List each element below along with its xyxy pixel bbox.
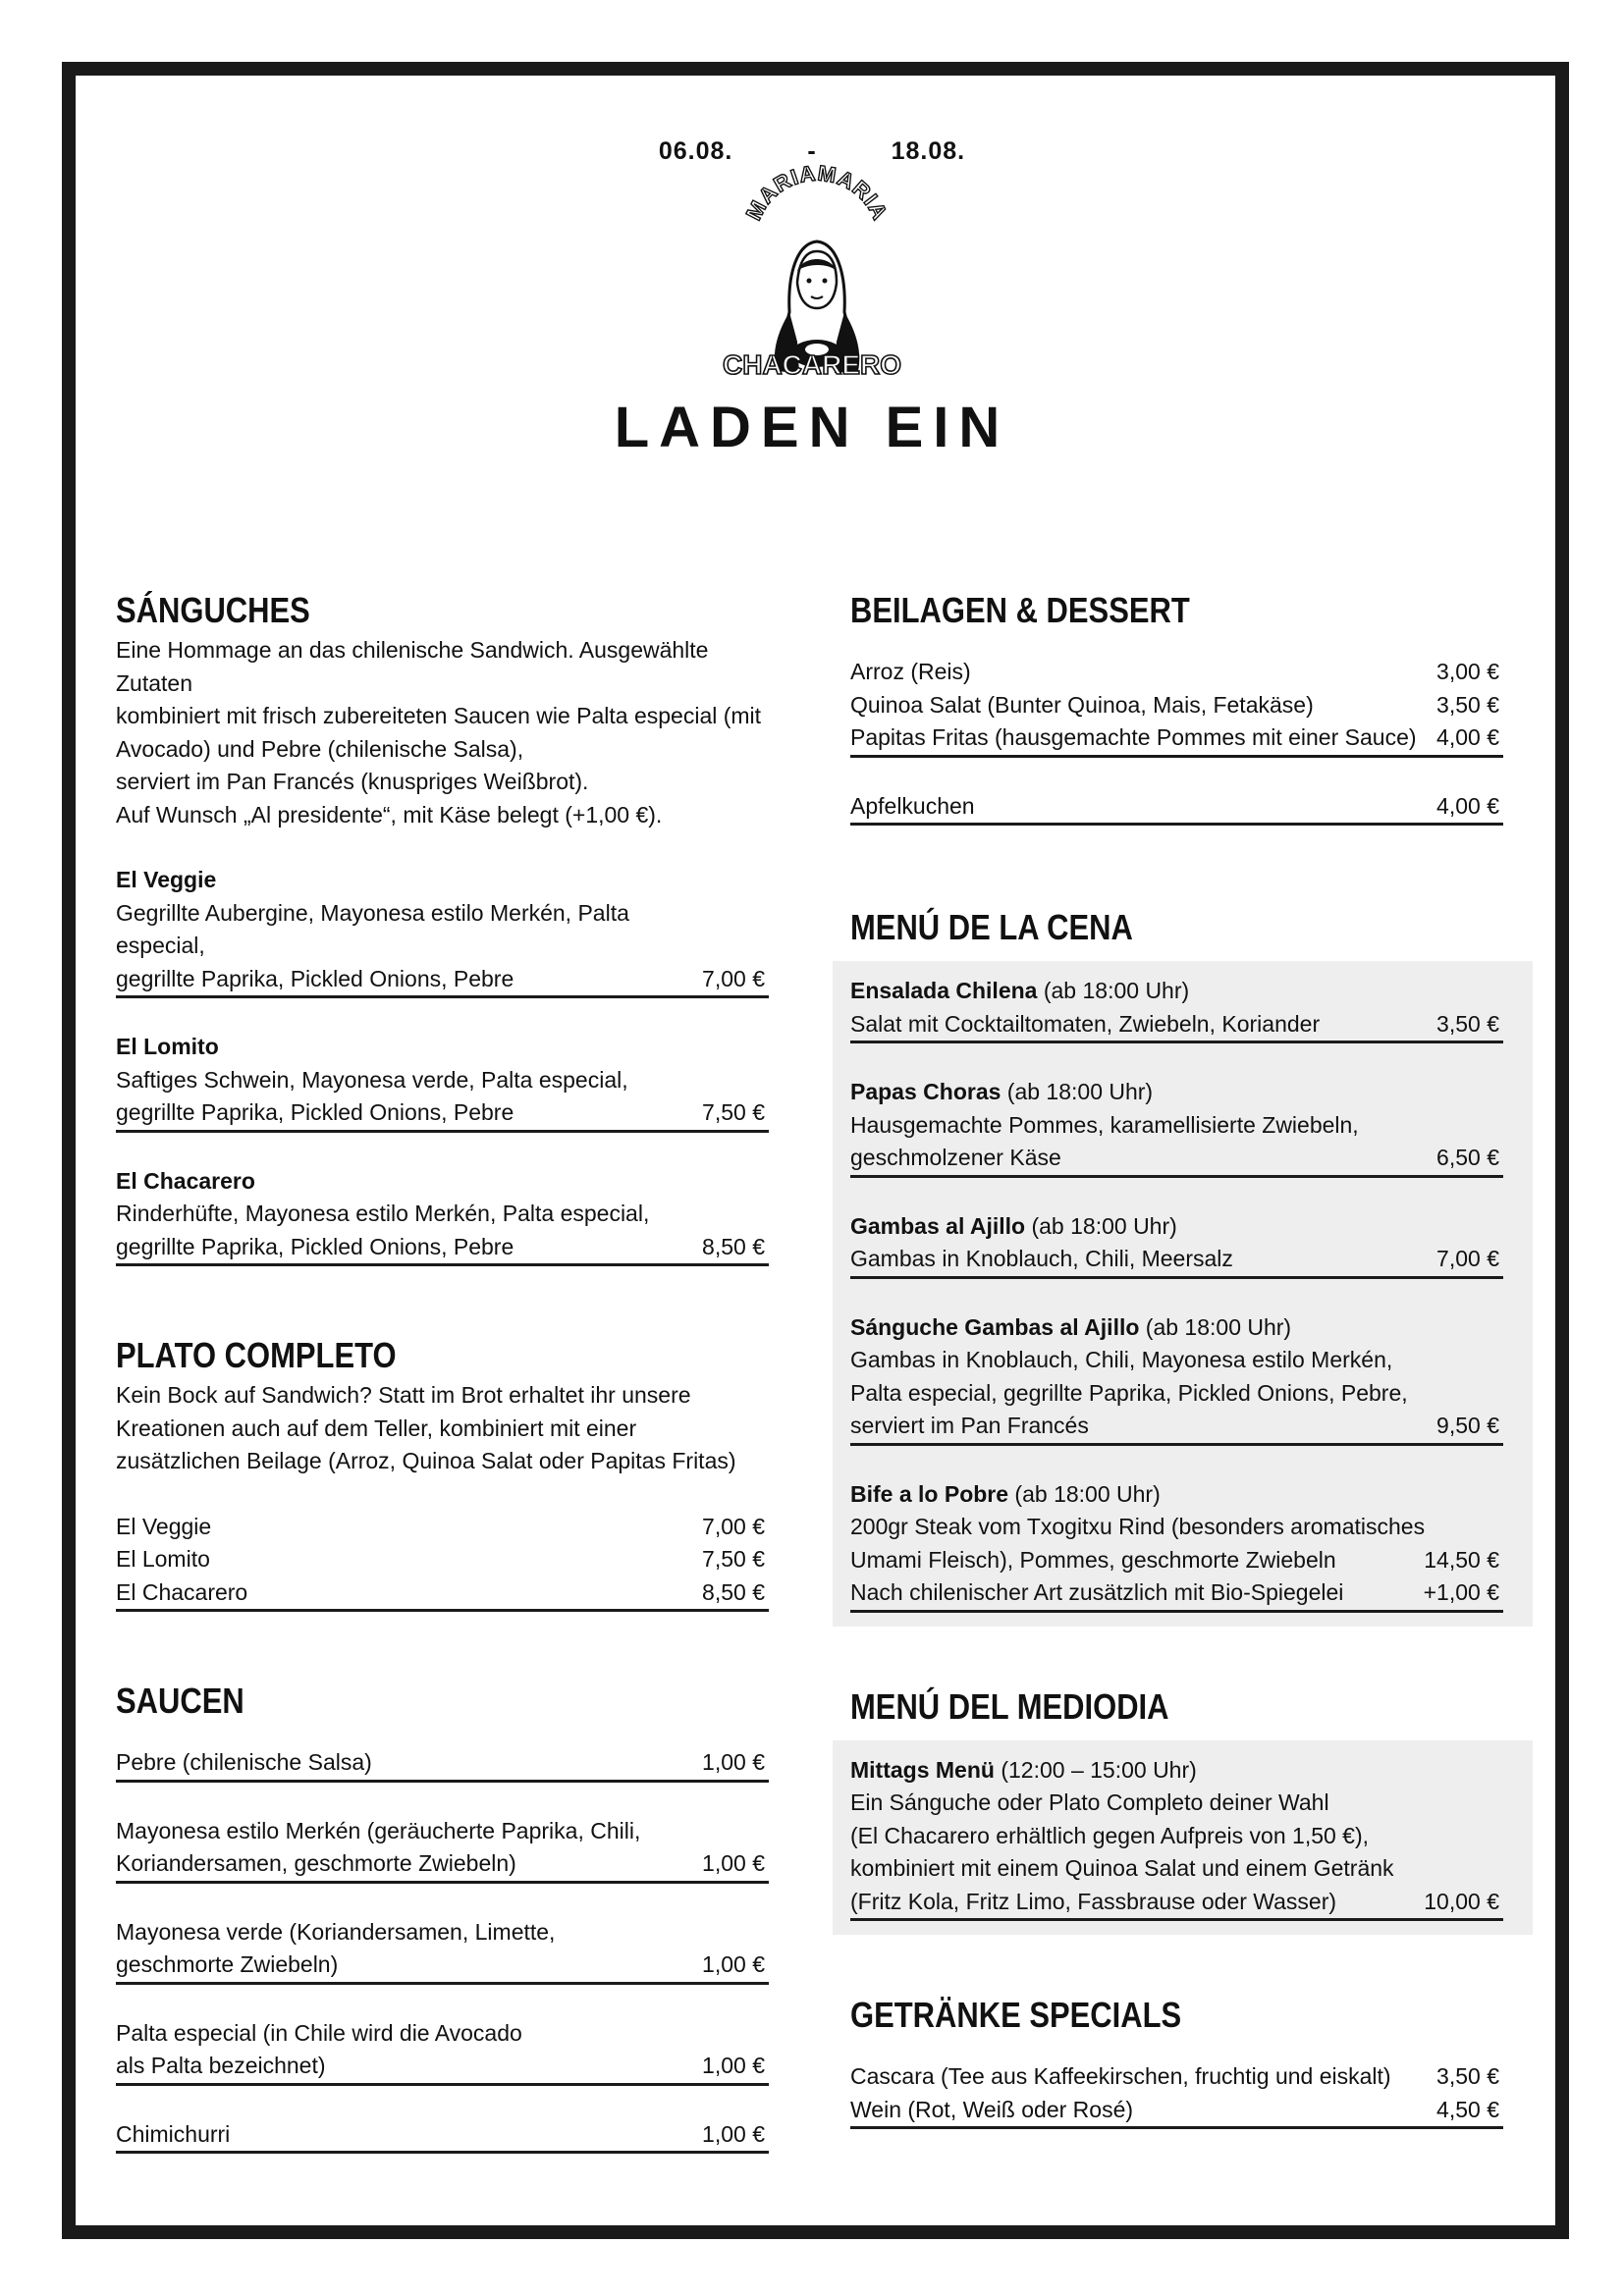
page-title: LADEN EIN [614,396,1010,459]
section-description [116,634,769,831]
item-price: 7,00 € [1436,1246,1499,1271]
section-beilagen-dessert [850,587,1503,826]
item-name: Mittags Menü [850,1756,995,1783]
section-saucen [116,1678,769,2154]
menu-item [850,975,1503,1043]
item-price: 9,50 € [1436,1413,1499,1438]
section-title: PLATO COMPLETO [116,1335,397,1375]
price-row [116,1576,769,1613]
item-extra-price: +1,00 € [1423,1579,1499,1605]
item-desc-line: Palta especial (in Chile wird die Avocado [116,2019,522,2046]
row-name: Apfelkuchen [850,792,975,819]
desc-line: serviert im Pan Francés (knuspriges Weißbrot). [116,769,589,794]
item-desc-line: Gambas in Knoblauch, Chili, Mayonesa estilo Merkén, [850,1347,1393,1372]
left-column [116,587,769,2154]
menu-item [116,1165,769,1267]
item-price: 3,50 € [1436,1010,1499,1037]
item-time: (ab 18:00 Uhr) [1001,1079,1154,1104]
desc-line: Avocado) und Pebre (chilenische Salsa), [116,735,524,762]
price-row [850,689,1503,722]
item-name: Sánguche Gambas al Ajillo [850,1313,1140,1340]
item-price: 7,00 € [702,965,765,991]
item-price: 10,00 € [1424,1888,1499,1914]
row-name: El Veggie [116,1513,212,1539]
row-price: 7,00 € [702,1513,765,1539]
item-desc-line: kombiniert mit einem Quinoa Salat und einem Getränk [850,1855,1394,1881]
row-price: 8,50 € [702,1578,765,1605]
row-price: 4,50 € [1436,2096,1499,2122]
section-title: GETRÄNKE SPECIALS [850,1995,1182,2035]
item-name: Ensalada Chilena [850,978,1038,1003]
item-price: 14,50 € [1424,1546,1499,1573]
item-name: El Chacarero [116,1167,255,1194]
row-name: Arroz (Reis) [850,659,971,684]
item-desc-line: Palta especial, gegrillte Paprika, Pickled Onions, Pebre, [850,1379,1408,1406]
desc-line: kombiniert mit frisch zubereiteten Saucen wie Palta especial (mit [116,703,762,728]
section-plato-completo [116,1332,769,1612]
item-desc-line: Rinderhüfte, Mayonesa estilo Merkén, Palta especial, [116,1201,650,1226]
row-price: 4,00 € [1436,724,1499,750]
item-price: 1,00 € [702,1749,765,1775]
date-from: 06.08. [658,137,733,165]
item-time: (ab 18:00 Uhr) [1139,1313,1292,1340]
item-price: 1,00 € [702,2053,765,2078]
item-desc-line: Saftiges Schwein, Mayonesa verde, Palta especial, [116,1066,628,1093]
item-desc-line: Hausgemachte Pommes, karamellisierte Zwiebeln, [850,1111,1359,1138]
desc-line: Eine Hommage an das chilenische Sandwich. Ausgewählte Zutaten [116,637,709,696]
desc-line: zusätzlichen Beilage (Arroz, Quinoa Salat oder Papitas Fritas) [116,1448,736,1473]
item-desc-line: Mayonesa estilo Merkén (geräucherte Paprika, Chili, [116,1817,641,1843]
row-name: Papitas Fritas (hausgemachte Pommes mit einer Sauce) [850,724,1417,750]
date-range [0,137,1624,166]
date-separator: - [807,137,817,165]
item-price: 1,00 € [702,1850,765,1876]
cena-box [833,961,1533,1627]
logo-arc-text: MARIAMARIA [740,165,893,225]
section-menu-cena [850,904,1503,1627]
item-desc-line: Mayonesa verde (Koriandersamen, Limette, [116,1918,556,1945]
section-title: MENÚ DEL MEDIODIA [850,1685,1169,1727]
price-row [850,2094,1503,2130]
item-desc-line: gegrillte Paprika, Pickled Onions, Pebre [116,1233,514,1259]
row-price: 3,50 € [1436,691,1499,718]
section-menu-mediodia [850,1683,1503,1936]
section-description [116,1379,769,1478]
desc-line: Kreationen auch auf dem Teller, kombiniert mit einer [116,1415,637,1441]
row-name: Wein (Rot, Weiß oder Rosé) [850,2096,1134,2122]
price-row [850,2060,1503,2094]
row-price: 3,00 € [1436,659,1499,684]
price-row [116,1511,769,1544]
section-title: MENÚ DE LA CENA [850,907,1133,947]
item-desc-line: Chimichurri [116,2120,231,2147]
right-column [850,587,1503,2129]
row-name: El Chacarero [116,1578,248,1605]
item-price: 7,50 € [702,1099,765,1125]
item-desc-line: Gambas in Knoblauch, Chili, Meersalz [850,1246,1233,1271]
item-name: Gambas al Ajillo [850,1212,1026,1239]
menu-item [850,1076,1503,1178]
section-getraenke [850,1992,1503,2129]
section-title: SAUCEN [116,1681,244,1721]
item-desc-line: serviert im Pan Francés [850,1413,1089,1438]
item-name: Bife a lo Pobre [850,1480,1009,1507]
item-time: (ab 18:00 Uhr) [1025,1212,1177,1239]
item-desc-line: Umami Fleisch), Pommes, geschmorte Zwiebeln [850,1546,1336,1573]
price-row [116,1543,769,1576]
desc-line: Kein Bock auf Sandwich? Statt im Brot erhaltet ihr unsere [116,1382,691,1408]
row-name: Quinoa Salat (Bunter Quinoa, Mais, Fetakäse) [850,691,1314,718]
row-price: 4,00 € [1436,792,1499,819]
desc-line: Auf Wunsch „Al presidente“, mit Käse belegt (+1,00 €). [116,801,663,828]
item-price: 6,50 € [1436,1145,1499,1170]
item-desc-line: Nach chilenischer Art zusätzlich mit Bio-Spiegelei [850,1579,1344,1605]
menu-item [850,1210,1503,1279]
section-title: BEILAGEN & DESSERT [850,590,1190,630]
item-name: El Veggie [116,867,217,892]
item-desc-line: Koriandersamen, geschmorte Zwiebeln) [116,1850,516,1876]
item-name: El Lomito [116,1034,219,1059]
sauce-item [116,2017,769,2086]
item-price: 1,00 € [702,1951,765,1977]
item-desc-line: Gegrillte Aubergine, Mayonesa estilo Merkén, Palta especial, [116,899,629,958]
menu-item [116,864,769,998]
row-name: Cascara (Tee aus Kaffeekirschen, fruchtig und eiskalt) [850,2063,1391,2089]
item-desc-line: Pebre (chilenische Salsa) [116,1749,372,1775]
item-desc-line: (El Chacarero erhältlich gegen Aufpreis von 1,50 €), [850,1822,1370,1848]
date-to: 18.08. [891,137,966,165]
row-name: El Lomito [116,1546,210,1572]
price-row [850,790,1503,827]
item-time: (ab 18:00 Uhr) [1008,1480,1161,1507]
item-desc-line: (Fritz Kola, Fritz Limo, Fassbrause oder Wasser) [850,1888,1337,1914]
item-name: Papas Choras [850,1079,1001,1104]
logo-chacarero-text: CHACARERO [723,349,901,380]
sauce-item [116,1916,769,1985]
sauce-item [116,1815,769,1884]
sauce-item [116,2118,769,2155]
row-price: 7,50 € [702,1546,765,1572]
price-row [850,1576,1503,1613]
section-sanguches [116,587,769,1266]
item-desc-line: als Palta bezeichnet) [116,2053,326,2078]
sauce-item [116,1746,769,1783]
item-desc-line: Salat mit Cocktailtomaten, Zwiebeln, Koriander [850,1010,1321,1037]
menu-item [850,1754,1503,1922]
header [0,0,1624,471]
svg-text:MARIAMARIA [741,165,893,224]
row-price: 3,50 € [1436,2063,1499,2089]
price-row [850,656,1503,689]
item-time: (ab 18:00 Uhr) [1037,978,1190,1003]
item-price: 1,00 € [702,2120,765,2147]
item-desc-line: geschmorte Zwiebeln) [116,1951,339,1977]
price-row [850,721,1503,758]
item-desc-line: geschmolzener Käse [850,1145,1061,1170]
section-title: SÁNGUCHES [116,590,310,630]
price-row [850,1544,1503,1577]
item-price: 8,50 € [702,1233,765,1259]
item-time: (12:00 – 15:00 Uhr) [994,1756,1197,1783]
menu-item-bife [850,1478,1503,1613]
item-desc-line: gegrillte Paprika, Pickled Onions, Pebre [116,965,514,991]
mediodia-box [833,1740,1533,1936]
item-desc-line: gegrillte Paprika, Pickled Onions, Pebre [116,1099,514,1125]
menu-item [116,1031,769,1133]
item-desc-line: 200gr Steak vom Txogitxu Rind (besonders aromatisches [850,1514,1426,1539]
menu-item [850,1311,1503,1446]
item-desc-line: Ein Sánguche oder Plato Completo deiner Wahl [850,1789,1329,1815]
